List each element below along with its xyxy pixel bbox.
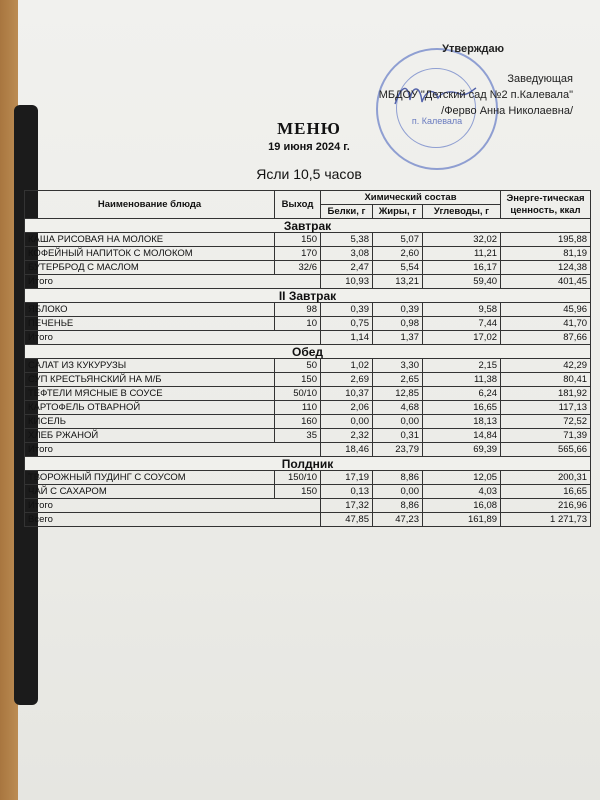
section-total-row	[25, 331, 591, 345]
dish-name: КИСЕЛЬ	[25, 415, 275, 429]
dish-fat: 5,07	[373, 233, 423, 247]
grand-total-fat: 47,23	[373, 513, 423, 527]
table-row	[25, 373, 591, 387]
dish-portion: 150	[275, 233, 321, 247]
dish-carbs: 6,24	[423, 387, 501, 401]
dish-energy: 117,13	[501, 401, 591, 415]
total-fat: 13,21	[373, 275, 423, 289]
total-carbs: 16,08	[423, 499, 501, 513]
total-protein: 1,14	[321, 331, 373, 345]
dish-name: ПЕЧЕНЬЕ	[25, 317, 275, 331]
header-fat: Жиры, г	[373, 205, 423, 219]
menu-table	[24, 190, 591, 527]
section-total-row	[25, 499, 591, 513]
total-protein: 18,46	[321, 443, 373, 457]
section-header	[25, 289, 591, 303]
total-energy: 401,45	[501, 275, 591, 289]
dish-portion: 10	[275, 317, 321, 331]
dish-portion: 170	[275, 247, 321, 261]
total-carbs: 69,39	[423, 443, 501, 457]
dish-fat: 0,00	[373, 485, 423, 499]
dish-carbs: 16,17	[423, 261, 501, 275]
dish-protein: 5,38	[321, 233, 373, 247]
section-total-row	[25, 275, 591, 289]
dish-fat: 2,60	[373, 247, 423, 261]
section-header	[25, 457, 591, 471]
grand-total-carbs: 161,89	[423, 513, 501, 527]
document-title: МЕНЮ	[277, 119, 341, 138]
dish-fat: 8,86	[373, 471, 423, 485]
total-carbs: 17,02	[423, 331, 501, 345]
section-header	[25, 219, 591, 233]
dish-carbs: 9,58	[423, 303, 501, 317]
table-row	[25, 401, 591, 415]
dish-energy: 124,38	[501, 261, 591, 275]
dish-portion: 50	[275, 359, 321, 373]
dish-energy: 80,41	[501, 373, 591, 387]
total-energy: 565,66	[501, 443, 591, 457]
table-row	[25, 359, 591, 373]
total-label: Итого	[25, 499, 321, 513]
dish-energy: 81,19	[501, 247, 591, 261]
dish-protein: 10,37	[321, 387, 373, 401]
table-row	[25, 317, 591, 331]
dish-energy: 200,31	[501, 471, 591, 485]
dish-portion: 150/10	[275, 471, 321, 485]
approval-position: Заведующая	[507, 73, 573, 85]
table-row	[25, 247, 591, 261]
total-fat: 23,79	[373, 443, 423, 457]
dish-portion: 32/6	[275, 261, 321, 275]
total-protein: 10,93	[321, 275, 373, 289]
dish-name: ЧАЙ С САХАРОМ	[25, 485, 275, 499]
approval-name: /Ферво Анна Николаевна/	[441, 105, 573, 117]
dish-energy: 42,29	[501, 359, 591, 373]
dish-name: ТВОРОЖНЫЙ ПУДИНГ С СОУСОМ	[25, 471, 275, 485]
dish-portion: 50/10	[275, 387, 321, 401]
dish-portion: 35	[275, 429, 321, 443]
dish-protein: 17,19	[321, 471, 373, 485]
table-row	[25, 471, 591, 485]
dish-protein: 0,00	[321, 415, 373, 429]
dish-carbs: 11,21	[423, 247, 501, 261]
dish-energy: 16,65	[501, 485, 591, 499]
section-total-row	[25, 443, 591, 457]
dish-fat: 12,85	[373, 387, 423, 401]
dish-carbs: 7,44	[423, 317, 501, 331]
dish-fat: 2,65	[373, 373, 423, 387]
dish-fat: 0,00	[373, 415, 423, 429]
total-fat: 8,86	[373, 499, 423, 513]
dish-energy: 195,88	[501, 233, 591, 247]
header-protein: Белки, г	[321, 205, 373, 219]
section-title: II Завтрак	[25, 289, 591, 303]
dish-carbs: 32,02	[423, 233, 501, 247]
dish-fat: 4,68	[373, 401, 423, 415]
total-energy: 216,96	[501, 499, 591, 513]
dish-energy: 181,92	[501, 387, 591, 401]
stamp-text: п. Калевала	[411, 116, 463, 126]
grand-total-energy: 1 271,73	[501, 513, 591, 527]
total-protein: 17,32	[321, 499, 373, 513]
table-row	[25, 415, 591, 429]
dish-fat: 0,98	[373, 317, 423, 331]
dish-protein: 2,47	[321, 261, 373, 275]
header-portion: Выход	[275, 191, 321, 219]
menu-date: 19 июня 2024 г.	[268, 141, 350, 153]
dish-name: КАРТОФЕЛЬ ОТВАРНОЙ	[25, 401, 275, 415]
dish-protein: 1,02	[321, 359, 373, 373]
dish-protein: 3,08	[321, 247, 373, 261]
dish-portion: 150	[275, 485, 321, 499]
dish-carbs: 4,03	[423, 485, 501, 499]
dish-protein: 2,69	[321, 373, 373, 387]
dish-portion: 110	[275, 401, 321, 415]
dish-carbs: 18,13	[423, 415, 501, 429]
dish-name: КАША РИСОВАЯ НА МОЛОКЕ	[25, 233, 275, 247]
table-row	[25, 303, 591, 317]
dish-portion: 98	[275, 303, 321, 317]
table-row	[25, 485, 591, 499]
total-label: Итого	[25, 443, 321, 457]
dish-fat: 0,39	[373, 303, 423, 317]
section-header	[25, 345, 591, 359]
dish-fat: 5,54	[373, 261, 423, 275]
approval-organization: МБДОУ "Детский сад №2 п.Калевала"	[378, 89, 573, 101]
total-fat: 1,37	[373, 331, 423, 345]
dish-protein: 2,32	[321, 429, 373, 443]
dish-portion: 160	[275, 415, 321, 429]
menu-body	[25, 219, 591, 527]
table-row	[25, 233, 591, 247]
header-carbs: Углеводы, г	[423, 205, 501, 219]
dish-energy: 72,52	[501, 415, 591, 429]
dish-fat: 3,30	[373, 359, 423, 373]
table-row	[25, 261, 591, 275]
header-dish: Наименование блюда	[25, 191, 275, 219]
dish-name: СУП КРЕСТЬЯНСКИЙ НА М/Б	[25, 373, 275, 387]
group-name: Ясли 10,5 часов	[256, 166, 362, 182]
table-row	[25, 429, 591, 443]
dish-energy: 71,39	[501, 429, 591, 443]
grand-total-protein: 47,85	[321, 513, 373, 527]
header-energy: Энерге-тическая ценность, ккал	[501, 191, 591, 219]
dish-carbs: 11,38	[423, 373, 501, 387]
table-row	[25, 387, 591, 401]
section-title: Полдник	[25, 457, 591, 471]
section-title: Обед	[25, 345, 591, 359]
total-label: Итого	[25, 275, 321, 289]
dish-name: САЛАТ ИЗ КУКУРУЗЫ	[25, 359, 275, 373]
dish-portion: 150	[275, 373, 321, 387]
dish-protein: 0,39	[321, 303, 373, 317]
grand-total-label: Всего	[25, 513, 321, 527]
dish-energy: 45,96	[501, 303, 591, 317]
approval-title: Утверждаю	[442, 43, 504, 55]
dish-name: БУТЕРБРОД С МАСЛОМ	[25, 261, 275, 275]
dish-protein: 0,75	[321, 317, 373, 331]
dish-name: КОФЕЙНЫЙ НАПИТОК С МОЛОКОМ	[25, 247, 275, 261]
dish-energy: 41,70	[501, 317, 591, 331]
total-energy: 87,66	[501, 331, 591, 345]
dish-carbs: 2,15	[423, 359, 501, 373]
grand-total-row	[25, 513, 591, 527]
dish-protein: 0,13	[321, 485, 373, 499]
dish-name: ТЕФТЕЛИ МЯСНЫЕ В СОУСЕ	[25, 387, 275, 401]
dish-name: ЯБЛОКО	[25, 303, 275, 317]
header-chem: Химический состав	[321, 191, 501, 205]
dish-name: ХЛЕБ РЖАНОЙ	[25, 429, 275, 443]
dish-carbs: 12,05	[423, 471, 501, 485]
dish-carbs: 14,84	[423, 429, 501, 443]
approval-block	[350, 43, 580, 123]
dish-carbs: 16,65	[423, 401, 501, 415]
dish-fat: 0,31	[373, 429, 423, 443]
total-label: Итого	[25, 331, 321, 345]
total-carbs: 59,40	[423, 275, 501, 289]
section-title: Завтрак	[25, 219, 591, 233]
dish-protein: 2,06	[321, 401, 373, 415]
